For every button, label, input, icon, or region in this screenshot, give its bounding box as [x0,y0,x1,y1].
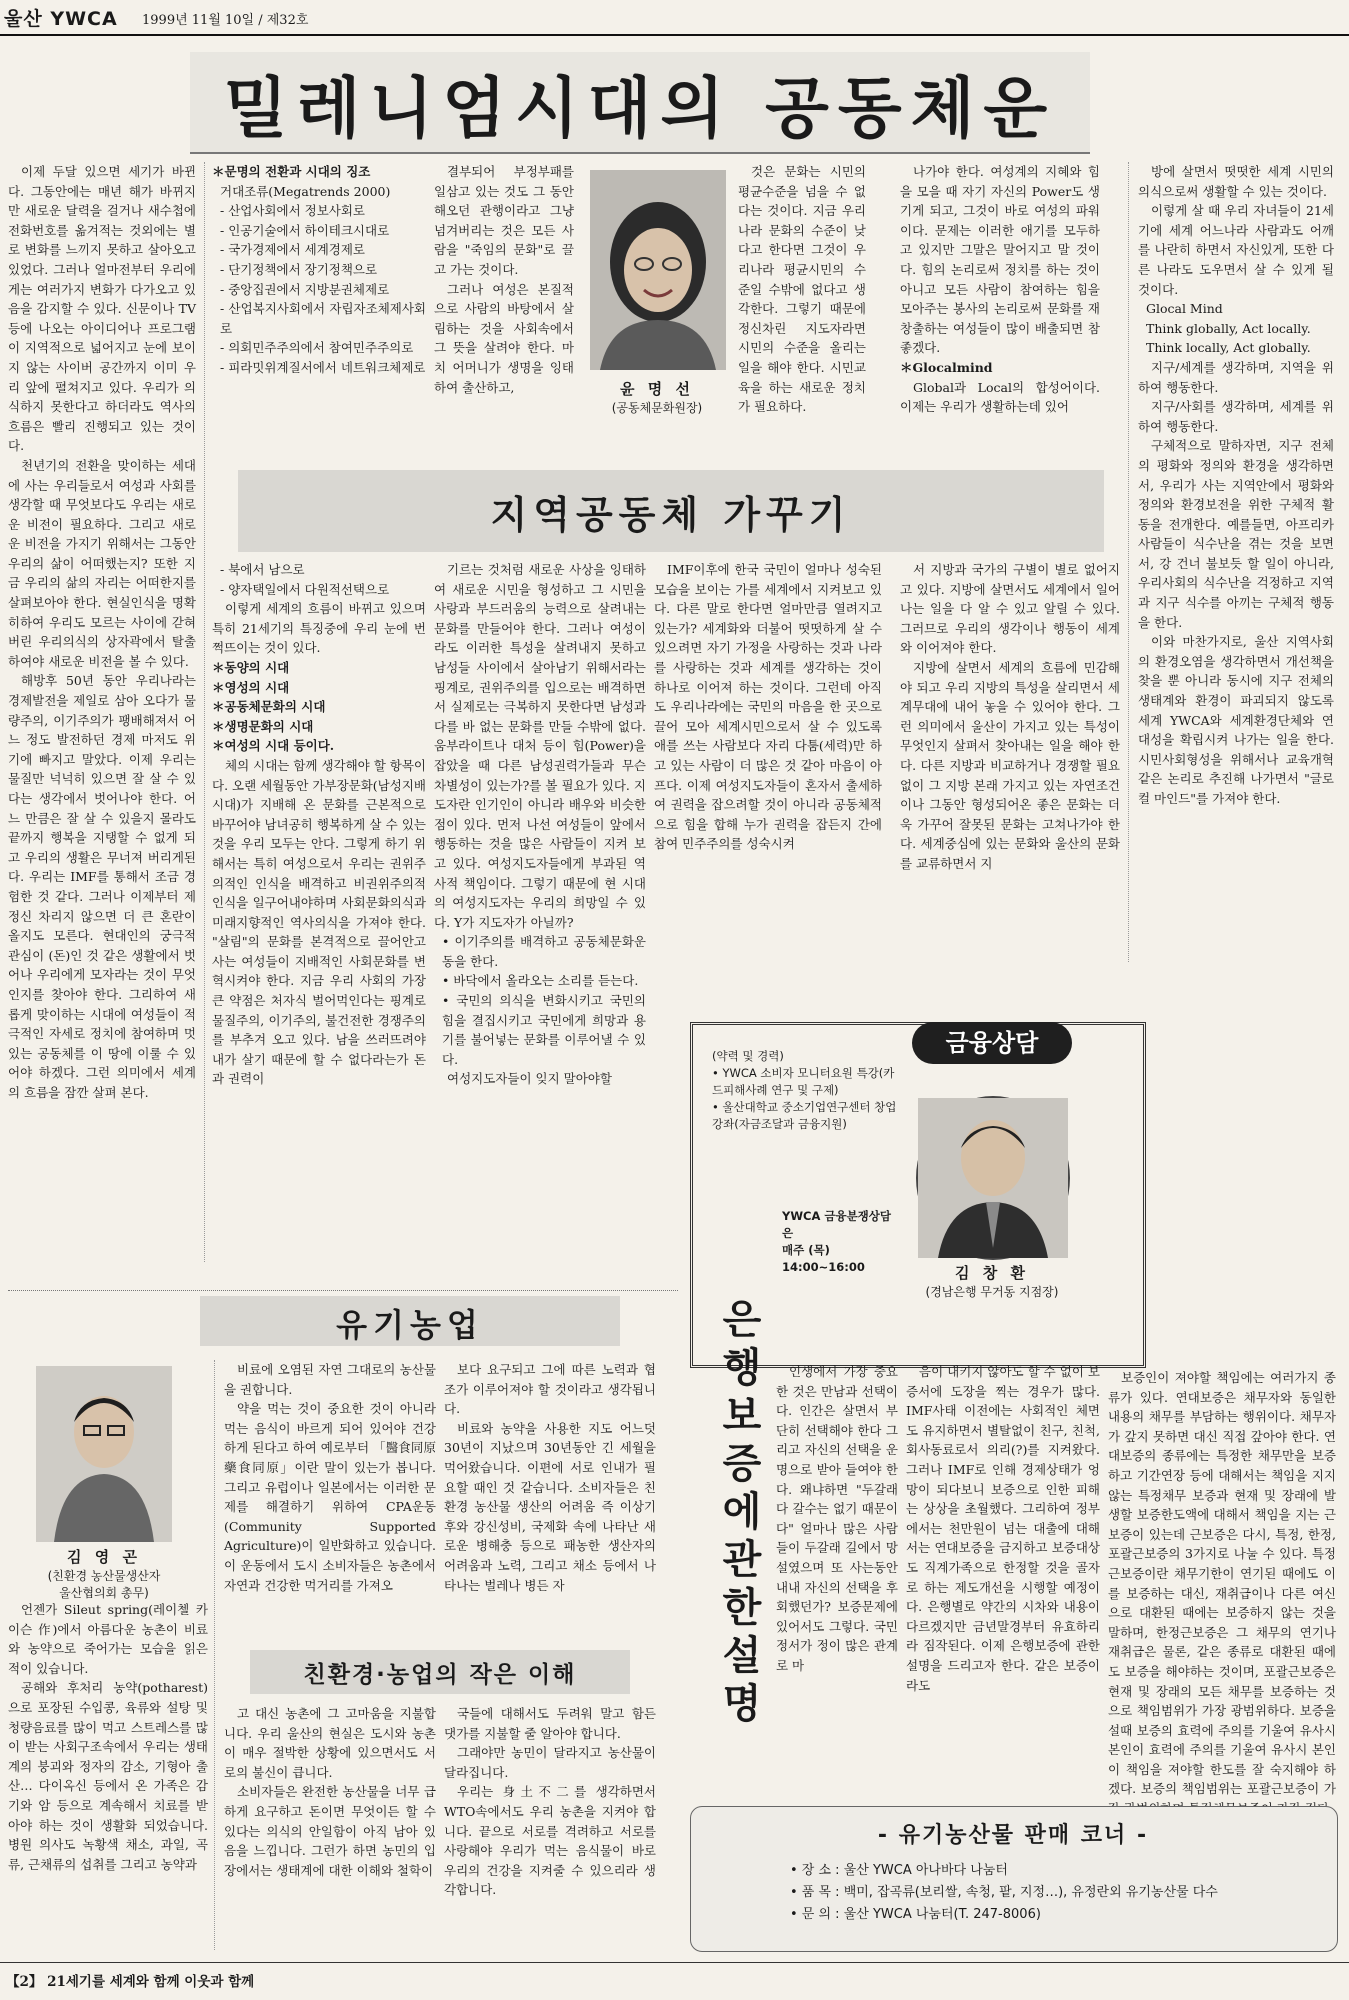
paragraph: 이렇게 살 때 우리 자녀들이 21세기에 세계 어느나라 사람과도 어깨를 나란히 하면서 자신있게, 또한 다른 나라도 도우면서 살 수 있게 될 것이다. [1138,203,1334,297]
bio-item: • 울산대학교 중소기업연구센터 창업강좌(자금조달과 금융지원) [712,1100,897,1131]
finance-bio [712,1048,898,1133]
paragraph: 것은 문화는 시민의 평균수준을 넘을 수 없다는 것이다. 지금 우리나라 문화의 수준이 낮다고 한다면 그것이 우리나라 평균시민의 수준일 수밖에 없다고 생각한다. 그렇기 때문에 정신차린 지도자라면 시민의 수준을 올리는 일을 해야 한다. 시민교육을 하는 새로운 정치가 필요하다. [738,164,866,415]
farm-col3-top [444,1360,656,1630]
author-photo-kim-changhwan [916,1096,1070,1260]
paragraph: 그래야만 농민이 달라지고 농산물이 달라집니다. [444,1745,656,1780]
finance-vertical-title [712,1296,772,1756]
list-item: - 의회민주주의에서 참여민주주의로 [220,340,414,356]
portrait-illustration [590,170,726,370]
paragraph: 언젠가 Sileut spring(레이첼 카이슨 作)에서 아름다운 농촌이 비료와 농약으로 죽어가는 모습을 읽은 적이 있습니다. [8,1602,208,1676]
article1-col4-top [738,162,866,462]
paragraph: 지구/사회를 생각하며, 세계를 위하여 행동한다. [1138,399,1334,434]
paragraph: 나가야 한다. 여성계의 지혜와 힘을 모을 때 자기 자신의 Power도 생기게 되고, 그것이 바로 여성의 파워이다. 문제는 이러한 애기를 모두하고 있지만 그말은 말어지고 말 것이다. 힘의 논리로써 정치를 하는 것이 아니고 모든 사람이 참여하는 힘을 모아주는 봉사의 논리로써 문화를 재창출하는 여성들이 많이 배출되면 참 좋겠다. [900,164,1100,356]
sale-place: • 장 소 : 울산 YWCA 아나바다 나눔터 [790,1863,1008,1878]
main-title: 밀레니엄시대의 공동체운 [223,69,1057,147]
paragraph: IMF이후에 한국 국민이 얼마나 성숙된 모습을 보이는 가를 세계에서 지켜보고 있다. 다른 말로 한다면 얼마만큼 열려지고 있는가? 세계화와 더불어 떳떳하게 살 수 있으려면 자기 가정을 사랑하는 것과 나라를 사랑하는 것과 세계를 생각하는 것이 하나로 이어져 하는 것이다. 그런데 아직도 우리나라에는 국민의 마음을 한 곳으로 끌어 모아 세계시민으로서 살 수 있도록 애를 쓰는 사람보다 자리 다툼(세력)만 하고 있는 사람이 더 많은 것 같아 마음이 아프다. 이제 여성지도자들이 혼자서 출세하여 권력을 잡으려할 것이 아니라 공동체적으로 힘을 합해 누가 권력을 잡든지 간에 참여 민주주의를 성숙시켜 [654,562,882,852]
paragraph: 그러나 여성은 본질적으로 사람의 바탕에서 살림하는 것을 사회속에서 그 뜻을 살려야 한다. 마치 어머니가 생명을 잉태하여 출산하고, [434,281,574,395]
glocal-line: Glocal Mind [1146,301,1223,317]
paragraph: 이와 마찬가지로, 울산 지역사회의 환경오염을 생각하면서 개선책을 찾을 뿐 아니라 동시에 지구 전체의 생태계와 환경이 파괴되지 않도록 세계 YWCA와 세계환경단체와 연대성을 확립시켜 나가는 일을 한다. 시민사회형성을 위해서나 교육개혁 같은 논리로 추진해 나가면서 "글로컬 마인드"를 가져야 한다. [1138,634,1334,806]
author-role: (경남은행 무거동 지점장) [925,1285,1059,1299]
paragraph: 체의 시대는 함께 생각해야 할 항목이다. 오랜 세월동안 가부장문화(남성지배시대)가 지배해 온 문화를 근본적으로 바꾸어야 남녀공히 행복하게 살 수 있는 것을 우리 모두는 안다. 그렇게 하기 위해서는 특히 여성으로서 우리는 권위주의적인 인식을 배격하고 비권위주의적 인식을 일구어내야하며 사회문화의식과 미래지향적인 역사의식을 가져야 한다. "살림"의 문화를 본격적으로 끌어안고 사는 여성들이 지배적인 사회문화를 변혁시켜야 한다. 지금 우리 사회의 가장 큰 약점은 처자식 벌어먹인다는 핑계로 물질주의, 이기주의, 불건전한 경쟁주의를 부추겨 오고 있다. 남을 쓰러뜨려야 내가 살기 때문에 할 수 없다라는가 돈과 권력이 [212,757,426,1087]
list-item: - 양자택일에서 다원적선택으로 [220,581,390,597]
paragraph: 결부되어 부정부패를 일삼고 있는 것도 그 동안 해오던 관행이라고 그냥 넘겨버리는 것은 모든 사람을 "죽임의 문화"로 끌고 가는 것이다. [434,164,574,277]
column-divider [1128,162,1129,962]
list-item: - 피라밋위계질서에서 네트워크체제로 [220,359,426,375]
list-item: • 국민의 의식을 변화시키고 국민의 힘을 결집시키고 국민에게 희망과 용기를 불어넣는 문화를 이루어낼 수 있다. [442,993,646,1067]
portrait-illustration [36,1366,172,1542]
section-divider [8,1290,678,1291]
farm-subtitle: 친환경·농업의 작은 이해 [303,1662,577,1688]
paragraph: 고 대신 농촌에 그 고마움을 지불합니다. 우리 울산의 현실은 도시와 농촌이 매우 절박한 상황에 있으면서도 서로의 불신이 큽니다. [224,1706,436,1780]
finance-counsel-badge: 금융상담 [912,1022,1072,1064]
list-item: ＊영성의 시대 [212,679,290,695]
subheading: ＊문명의 전환과 시대의 징조 [212,164,371,179]
sale-corner-title: - 유기농산물 판매 코너 - [877,1823,1149,1848]
paragraph: 기르는 것처럼 새로운 사상을 잉태하여 새로운 시민을 형성하고 그 시민을 사랑과 부드러움의 능력으로 살려내는 문화를 만들어야 한다. 그러나 여성이라도 이러한 특성을 살려내지 못하고 남성들 사이에서 살아남기 위해서라는 핑계로, 권위주의를 입으로는 배격하면서 실제로는 극복하지 못한다면 남성과 다를 바 없는 문화를 만들 수밖에 없다. 움부라이트나 대처 등이 힘(Power)을 잡았을 때 다른 남성권력가들과 무슨 차별성이 있는가?를 볼 필요가 있다. 지도자란 인기인이 아니라 배우와 비슷한 점이 있다. 먼저 나선 여성들이 앞에서 행동하는 것을 많은 사람들이 지켜 보고 있다. 여성지도자들에게 부과된 역사적 책임이다. 그렇기 때문에 현 시대의 여성지도자는 우리의 희망일 수 있다. Y가 지도자가 아닐까? [434,562,646,930]
author-role: (친환경 농산물생산자 [47,1569,161,1583]
list-item: - 국가경제에서 세계경제로 [220,242,365,258]
paragraph: 여성지도자들이 잊지 말아야할 [447,1071,612,1087]
paragraph: 해방후 50년 동안 우리나라는 경제발전을 제일로 삼아 오다가 물량주의, 이기주의가 팽배해져서 어느 정도 발전하던 경제 마저도 위기에 빠지고 말았다. 이제 우리는 물질만 넉넉히 있으면 잘 살 수 있다는 생각에서 벗어나야 한다. 어느 만큼은 잘 살 수 있을지 몰라도 끝까지 행복을 지탱할 수 없게 되고 우리의 생활은 무너져 버리게된다. 우리는 IMF를 통해서 조금 경험한 것 같다. 그러나 이제부터 제 정신 차리지 않으면 더 큰 혼란이 올지도 모른다. 현대인의 궁극적 관심이 (돈)인 것 같은 생활에서 벗어나 우리에게 모자라는 것이 무엇인지를 찾아야 한다. 그리하여 새롭게 맞이하는 시대에 여성들이 적극적인 자세로 정치에 참여하며 멋있는 공동체를 이 땅에 이룰 수 있어야 하겠다. 그런 의미에서 세계의 흐름을 잠깐 살펴 본다. [8,673,196,1100]
paragraph: 지방에 살면서 세계의 흐름에 민감해야 되고 우리 지방의 특성을 살리면서 세계무대에 내어 놓을 수 있어야 한다. 그런 의미에서 울산이 가지고 있는 특성이 무엇인지 살펴서 찾아내는 일을 해야 한다. 다른 지방과 비교하거나 경쟁할 필요없이 그 지방 본래 가지고 있는 자연조건이나 그동안 형성되어온 좋은 문화는 더욱 가꾸어 잘못된 문화는 고쳐나가야 한다. 세계중심에 있는 문화와 울산의 문화를 교류하면서 지 [900,659,1120,871]
article1-col5-top [900,162,1100,462]
column-divider [214,1360,215,1950]
list-item: • 이기주의를 배격하고 공동체문화운동을 한다. [442,934,646,969]
article1-col5-bottom [900,560,1120,980]
schedule-time: 14:00~16:00 [782,1260,865,1274]
paragraph: 소비자들은 완전한 농산물을 너무 급하게 요구하고 돈이면 무엇이든 할 수 있다는 의식의 안일함이 아직 남아 있음을 느낍니다. 그런가 하면 농민의 입장에서는 생태계에 대한 이해와 철학이 [224,1784,436,1878]
article1-col2-bottom [212,560,426,1260]
article1-col2-top [212,162,426,494]
glocal-line: Think globally, Act locally. [1146,320,1311,336]
bio-item: • YWCA 소비자 모니터요원 특강(카드피해사례 연구 및 구제) [712,1066,895,1097]
column-divider [204,162,205,1262]
article1-col3-top [434,162,574,462]
schedule-day: 매주 (목) [782,1243,830,1257]
paragraph: 구체적으로 말하자면, 지구 전체의 평화와 정의와 환경을 생각하면서, 우리가 사는 지역안에서 평화와 정의와 환경보전을 위한 구체적 활동을 전개한다. 예를들면, 아프리카 사람들이 식수난을 겪는 것을 보면서, 강 건너 불보듯 할 일이 아니라, 우리사회의 식수난을 걱정하고 지역과 지구 식수를 아끼는 구체적 행동을 한다. [1138,438,1334,630]
farm-col1 [8,1600,208,1950]
paragraph: 인생에서 가장 중요한 것은 만남과 선택이다. 인간은 살면서 부단히 선택해야 한다 그리고 자신의 선택을 운명으로 받아 들여야 한다. 왜냐하면 "두갈래 다 갈수는 없기 때문이다" 얼마나 많은 사람들이 두갈래 길에서 망설였으며 또 사는동안 내내 자신의 선택을 후회했던가? 보증문제에 있어서도 그렇다. 국민정서가 정이 많은 관계로 마 [776,1364,898,1673]
paragraph: 보다 요구되고 그에 따른 노력과 협조가 이루어져야 할 것이라고 생각됩니다. [444,1362,656,1417]
list-item: - 인공기술에서 하이테크시대로 [220,222,390,238]
section2-title: 지역공동체 가꾸기 [490,493,852,537]
farm-col2-top [224,1360,436,1630]
author-name: 윤 명 선 [620,380,694,398]
author-name: 김 창 환 [955,1264,1029,1282]
list-item: 거대조류(Megatrends 2000) [220,183,391,199]
paragraph: Global과 Local의 합성어이다. 이제는 우리가 생활하는데 있어 [900,379,1100,415]
list-item: - 산업사회에서 정보사회로 [220,203,365,219]
paragraph: 국들에 대해서도 두려워 말고 함든 댓가를 지불할 줄 알아야 합니다. [444,1706,656,1741]
farm-col3-bottom [444,1704,656,1950]
article1-col3-bottom [434,560,646,1260]
paragraph: 이렇게 세계의 흐름이 바뀌고 있으며 특히 21세기의 특징중에 우리 눈에 번쩍뜨이는 것이 있다. [212,601,426,656]
list-item: - 단기정책에서 장기정책으로 [220,261,378,277]
paragraph: 공해와 후처리 농약(potharest)으로 포장된 수입콩, 육류와 설탕 및 청량음료를 많이 먹고 스트레스를 많이 받는 사회구조속에서 우리는 생태계의 붕괴와 정자의 감소, 기형아 출산… 다이옥신 등에서 온 가족은 감기와 암 등으로 계속해서 치료를 받아야 하는 것이 생활화 되었습니다. 병원 의사도 녹황색 채소, 과일, 곡류, 근채류의 섭취를 그리고 농약과 [8,1680,208,1872]
paragraph: 이제 두달 있으면 세기가 바뀐다. 그동안에는 매년 해가 바뀌지만 새로운 달력을 걸거나 새수첩에 전화번호를 옮겨적는 것외에는 별로 변화를 느끼지 못하고 살아오고 있었다. 그러나 얼마전부터 우리에게는 여러가지 변화가 다가오고 있음을 감지할 수 있다. 신문이나 TV 등에 나오는 아이디어나 프로그램이 지역적으로 넓어지고 눈에 보이지 않는 사이버 공간까지 이미 우리 앞에 펼쳐지고 있다. 우리가 의식하지 못한다고 하더라도 역사의 흐름은 빨리 진행되고 있는 것이다. [8,164,196,454]
finance-col-a [776,1362,898,1782]
farm-title: 유기농업 [336,1306,484,1344]
issue-date: 1999년 11월 10일 / 제32호 [142,13,309,28]
sale-contact: • 문 의 : 울산 YWCA 나눔터(T. 247-8006) [790,1907,1041,1922]
finance-schedule [782,1208,892,1276]
list-item: • 바닥에서 올라오는 소리를 듣는다. [442,973,639,989]
list-item: ＊여성의 시대 등이다. [212,738,335,754]
page-footer: 【2】 21세기를 세계와 함께 이웃과 함께 [6,1974,255,1990]
list-item: ＊생명문화의 시대 [212,718,314,734]
paragraph: 방에 살면서 떳떳한 세계 시민의 의식으로써 생활할 수 있는 것이다. [1138,164,1334,199]
paragraph: 비료와 농약을 사용한 지도 어느덧 30년이 지났으며 30년동안 긴 세월을 먹어왔습니다. 이편에 서로 인내가 필요할 때인 것 같습니다. 소비자들은 친환경 농산물 생산의 어려움 즉 이상기후와 강신성비, 국제화 속에 나타난 새로운 병해충 등으로 패농한 생산자의 어려움과 노력, 그리고 채소 등에서 나타나는 벌레나 병든 자 [444,1420,656,1593]
sale-items: • 품 목 : 백미, 잡곡류(보리쌀, 속청, 팥, 지정…), 유정란외 유기농산물 다수 [790,1885,1218,1900]
list-item: - 중앙집권에서 지방분권체제로 [220,281,390,297]
paragraph: 지구/세계를 생각하며, 지역을 위하여 행동한다. [1138,359,1334,395]
list-item: - 산업복지사회에서 자립자조체제사회로 [220,301,426,336]
publication-logo: 울산 YWCA [4,8,118,30]
author-caption-kim-yeonggon [14,1546,194,1601]
list-item: ＊동양의 시대 [212,659,290,675]
article1-col4-bottom [654,560,882,980]
list-item: - 북에서 남으로 [220,562,305,577]
author-photo-kim-yeonggon [36,1366,172,1542]
paragraph: 비료에 오염된 자연 그대로의 농산물을 권합니다. [224,1362,436,1397]
finance-col-b [906,1362,1100,1782]
farm-col2-bottom [224,1704,436,1950]
paragraph: 천년기의 전환을 맞이하는 세대에 사는 우리들로서 여성과 사회를 생각할 때 무엇보다도 우리는 새로운 비전이 필요하다. 그리고 새로운 비전을 가지기 위해서는 그동안 우리의 삶이 어떠했는지? 또한 지금 우리의 삶의 자리는 어떠한지를 살펴보아야 한다. 현실인식을 명확히하여 우리도 모르는 사이에 갇혀 버린 우리의식의 상자곽에서 탈출하여야 새로운 비전을 볼 수 있다. [8,457,196,669]
list-item: ＊공동체문화의 시대 [212,699,326,715]
glocal-line: Think locally, Act globally. [1146,340,1311,356]
article1-col1 [8,162,196,1262]
paragraph: 음이 내키지 않아도 할 수 없이 보증서에 도장을 찍는 경우가 많다. IMF사태 이전에는 사회적인 체면도 유지하면서 별탈없이 친구, 친척, 회사동료로서 의리(?)를 지켜왔다. 그러나 IMF로 인해 경제상태가 엉망이 되다보니 보증으로 인한 피해는 상상을 초월했다. 그리하여 정부에서는 천만원이 넘는 대출에 대해서는 연대보증을 금지하고 보증대상도 직계가족으로 한정할 것을 골자로 하는 제도개선을 시행할 예정이다. 은행별로 약간의 시차와 내용이 다르겠지만 금년말경부터 유효하리라 짐작된다. 이제 은행보증에 관한 설명을 드리고자 한다. 같은 보증이라도 [906,1364,1100,1693]
vertical-title-text: 은행보증에관한설명 [722,1297,762,1727]
finance-col-c [1108,1368,1336,1797]
paragraph: 서 지방과 국가의 구별이 별로 없어지고 있다. 지방에 살면서도 세계에서 일어나는 일을 다 알 수 있고 알릴 수 있다. 그러므로 우리의 생각이나 행동이 세계와 이어져야 한다. [900,562,1120,656]
paragraph: 우리는 身土不二를 생각하면서 WTO속에서도 우리 농촌을 지켜야 합니다. 끝으로 서로를 격려하고 서로를 사랑해야 우리가 먹는 음식물이 바로 우리의 건강을 지켜줄 수 있으리라 생각합니다. [444,1784,656,1898]
paragraph: 보증인이 져야할 책임에는 여러가지 종류가 있다. 연대보증은 채무자와 동일한 내용의 채무를 부담하는 행위이다. 채무자가 갚지 못하면 대신 직접 갚아야 한다. 연대보증의 종류에는 특정한 채무만을 보증하고 기간연장 등에 대해서는 책임을 지지않는 특정채무 보증과 현재 및 장래에 발생할 보증한도액에 대해서 책임을 지는 근보증이 있는데 근보증은 다시, 특정, 한정, 포괄근보증의 3가지로 나눌 수 있다. 특정근보증이란 채무기한이 연기된 때에도 이를 보증하는 대신, 재취급이나 다른 여신으로 대환된 때에는 보증하지 않는 것을 말하며, 한정근보증은 그 채무의 연기나 재취급은 물론, 같은 종류로 대환된 때에도 보증을 해야하는 것이며, 포괄근보증은 현재 및 장래의 모든 채무를 보증하는 것으로 책임범위가 가장 광범위하다. 보증을 설때 보증의 효력에 주의를 기울여 유사시 본인이 효력에 주의를 기울여 유사시 본인이 책임을 져야할 한도를 잘 숙지해야 하겠다. 보증의 책임범위는 포괄근보증이 가 [1108,1370,1336,1797]
author-role: (공동체문화원장) [611,401,703,415]
author-caption-yun [582,378,732,416]
footer-rule [0,1962,1349,1963]
subheading: ＊Glocalmind [900,359,993,375]
sale-corner-details [790,1860,1330,1926]
author-caption-kim-changhwan [900,1262,1084,1300]
author-photo-yun [590,170,726,370]
author-name: 김 영 곤 [67,1548,141,1566]
paragraph: 약을 먹는 것이 중요한 것이 아니라 먹는 음식이 바르게 되어 있어야 건강하게 된다고 하여 예로부터 「醫食同原 藥食同原」이란 말이 있는가 봅니다. 그리고 유럽이나 일본에서는 이러한 문제를 해결하기 위하여 CPA운동(Community Supported Agriculture)이 일반화하고 있습니다. 이 운동에서 도시 소비자들은 농촌에서 자연과 건강한 먹거리를 가져오 [224,1401,436,1593]
article1-col6 [1138,162,1334,962]
schedule-title: YWCA 금융분쟁상담은 [782,1209,892,1240]
portrait-illustration [918,1098,1068,1258]
bio-heading: (약력 및 경력) [712,1049,784,1063]
author-role: 울산협의회 총무) [59,1586,149,1600]
